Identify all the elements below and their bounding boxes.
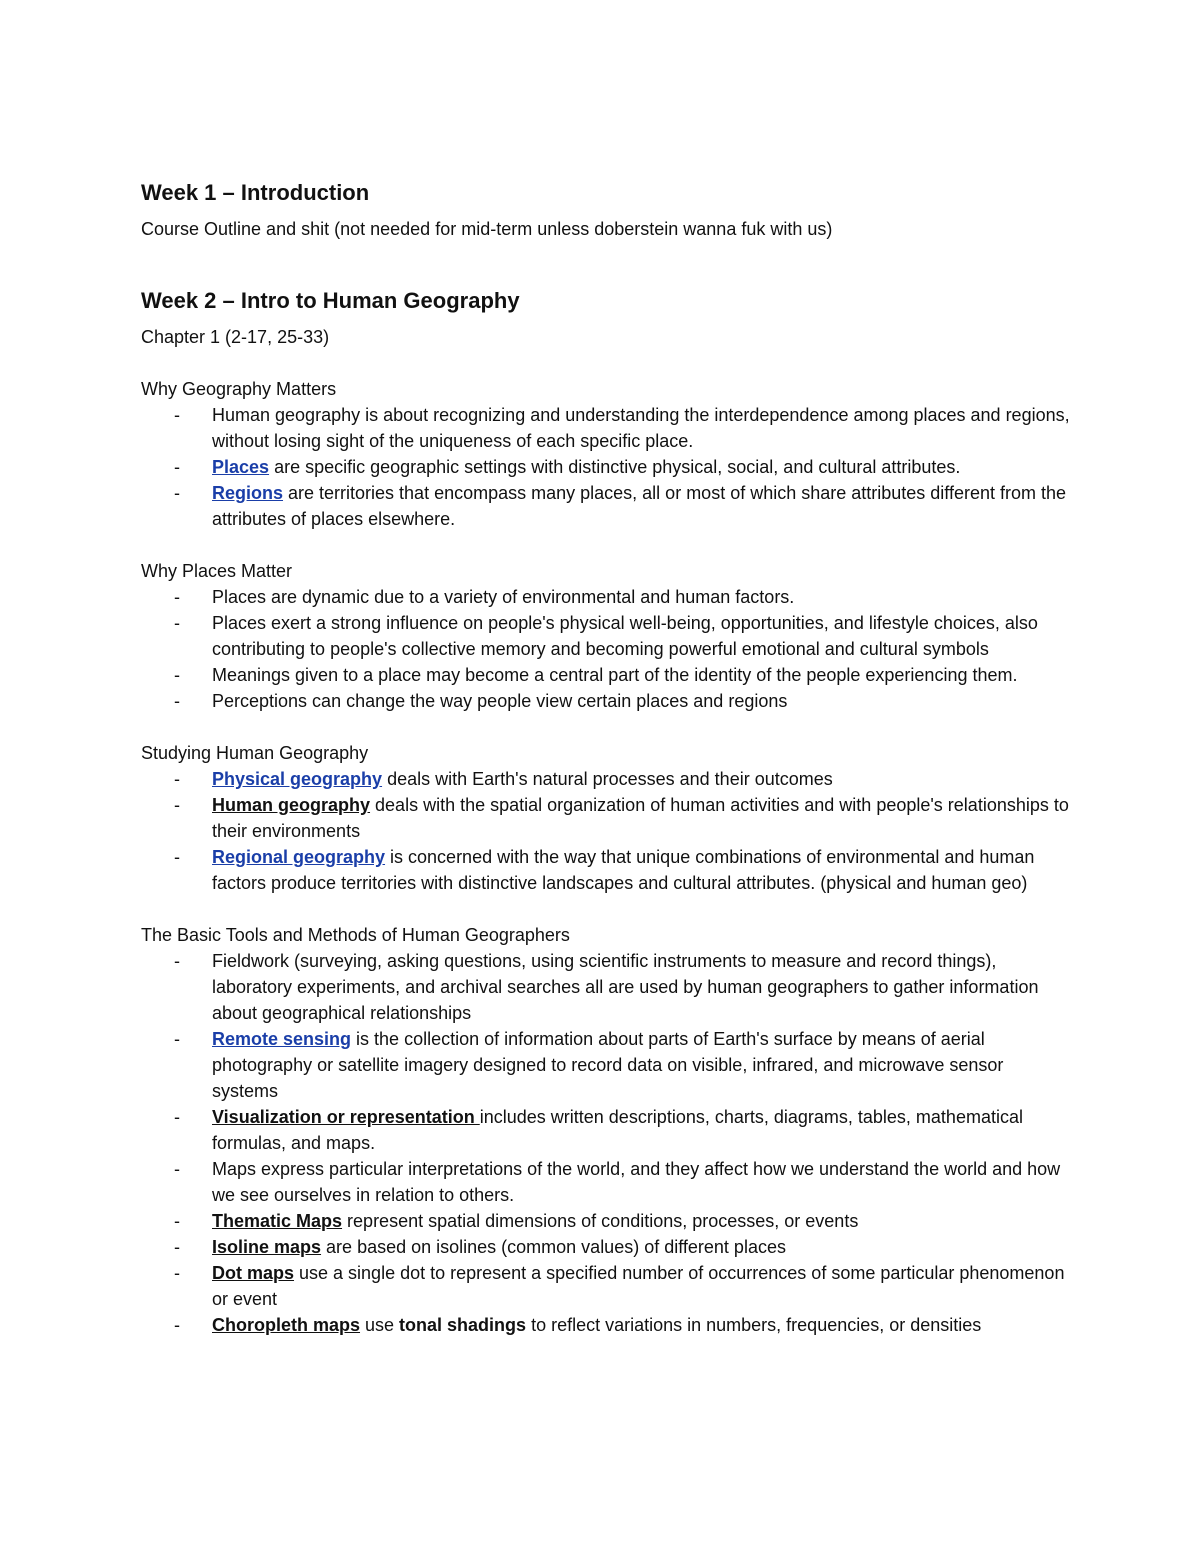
term-link[interactable]: Remote sensing: [212, 1029, 352, 1049]
term-underlined: Dot maps: [212, 1263, 295, 1283]
list-item: - Regions are territories that encompass many places, all or most of which share attributes different from the attributes of places elsewhere.: [141, 480, 1071, 532]
list-item: - Visualization or representation includes written descriptions, charts, diagrams, tables, mathematical formulas, and maps.: [141, 1104, 1071, 1156]
list-item: - Fieldwork (surveying, asking questions, using scientific instruments to measure and record things), laboratory experiments, and archival searches all are used by human geographers to gather information about geographical relationships: [141, 948, 1071, 1026]
bullet-list: [141, 766, 1071, 896]
term-underlined: Isoline maps: [212, 1237, 322, 1257]
term-underlined: Human geography: [212, 795, 371, 815]
term-underlined: Choropleth maps: [212, 1315, 361, 1335]
list-item: - Places are specific geographic settings with distinctive physical, social, and cultural attributes.: [141, 454, 1071, 480]
list-item: - Isoline maps are based on isolines (common values) of different places: [141, 1234, 1071, 1260]
bullet-list: [141, 948, 1071, 1338]
list-item: - Regional geography is concerned with the way that unique combinations of environmental and human factors produce territories with distinctive landscapes and cultural attributes. (physical and human geo): [141, 844, 1071, 896]
term-underlined: Visualization or representation: [212, 1107, 480, 1127]
week2-heading: Week 2 – Intro to Human Geography: [141, 288, 520, 313]
bold-phrase: tonal shadings: [399, 1315, 527, 1335]
section-title: Studying Human Geography: [141, 743, 369, 763]
section-title: The Basic Tools and Methods of Human Geographers: [141, 925, 570, 945]
term-link[interactable]: Regions: [212, 483, 284, 503]
week1-text: Course Outline and shit (not needed for mid-term unless doberstein wanna fuk with us): [141, 219, 833, 239]
list-item: - Dot maps use a single dot to represent a specified number of occurrences of some particular phenomenon or event: [141, 1260, 1071, 1312]
term-link[interactable]: Physical geography: [212, 769, 383, 789]
section-title: Why Geography Matters: [141, 379, 337, 399]
bullet-list: [141, 402, 1071, 532]
list-item: - Human geography is about recognizing and understanding the interdependence among places and regions, without losing sight of the uniqueness of each specific place.: [141, 402, 1071, 454]
term-link[interactable]: Places: [212, 457, 270, 477]
section-title: Why Places Matter: [141, 561, 293, 581]
document-page: [141, 178, 1071, 1338]
term-link[interactable]: Regional geography: [212, 847, 386, 867]
list-item: - Places are dynamic due to a variety of environmental and human factors.: [141, 584, 1071, 610]
list-item: - Perceptions can change the way people view certain places and regions: [141, 688, 1071, 714]
list-item: - Remote sensing is the collection of information about parts of Earth's surface by means of aerial photography or satellite imagery designed to record data on visible, infrared, and microwave sensor systems: [141, 1026, 1071, 1104]
bullet-list: [141, 584, 1071, 714]
list-item: - Maps express particular interpretations of the world, and they affect how we understand the world and how we see ourselves in relation to others.: [141, 1156, 1071, 1208]
list-item: - Places exert a strong influence on people's physical well-being, opportunities, and lifestyle choices, also contributing to people's collective memory and becoming powerful emotional and cultural symbols: [141, 610, 1071, 662]
list-item: - Choropleth maps use tonal shadings to reflect variations in numbers, frequencies, or densities: [141, 1312, 1071, 1338]
week1-heading: Week 1 – Introduction: [141, 180, 370, 205]
list-item: - Meanings given to a place may become a central part of the identity of the people experiencing them.: [141, 662, 1071, 688]
term-underlined: Thematic Maps: [212, 1211, 343, 1231]
chapter-reference: Chapter 1 (2-17, 25-33): [141, 327, 330, 347]
list-item: - Human geography deals with the spatial organization of human activities and with people's relationships to their environments: [141, 792, 1071, 844]
list-item: - Physical geography deals with Earth's natural processes and their outcomes: [141, 766, 1071, 792]
list-item: - Thematic Maps represent spatial dimensions of conditions, processes, or events: [141, 1208, 1071, 1234]
